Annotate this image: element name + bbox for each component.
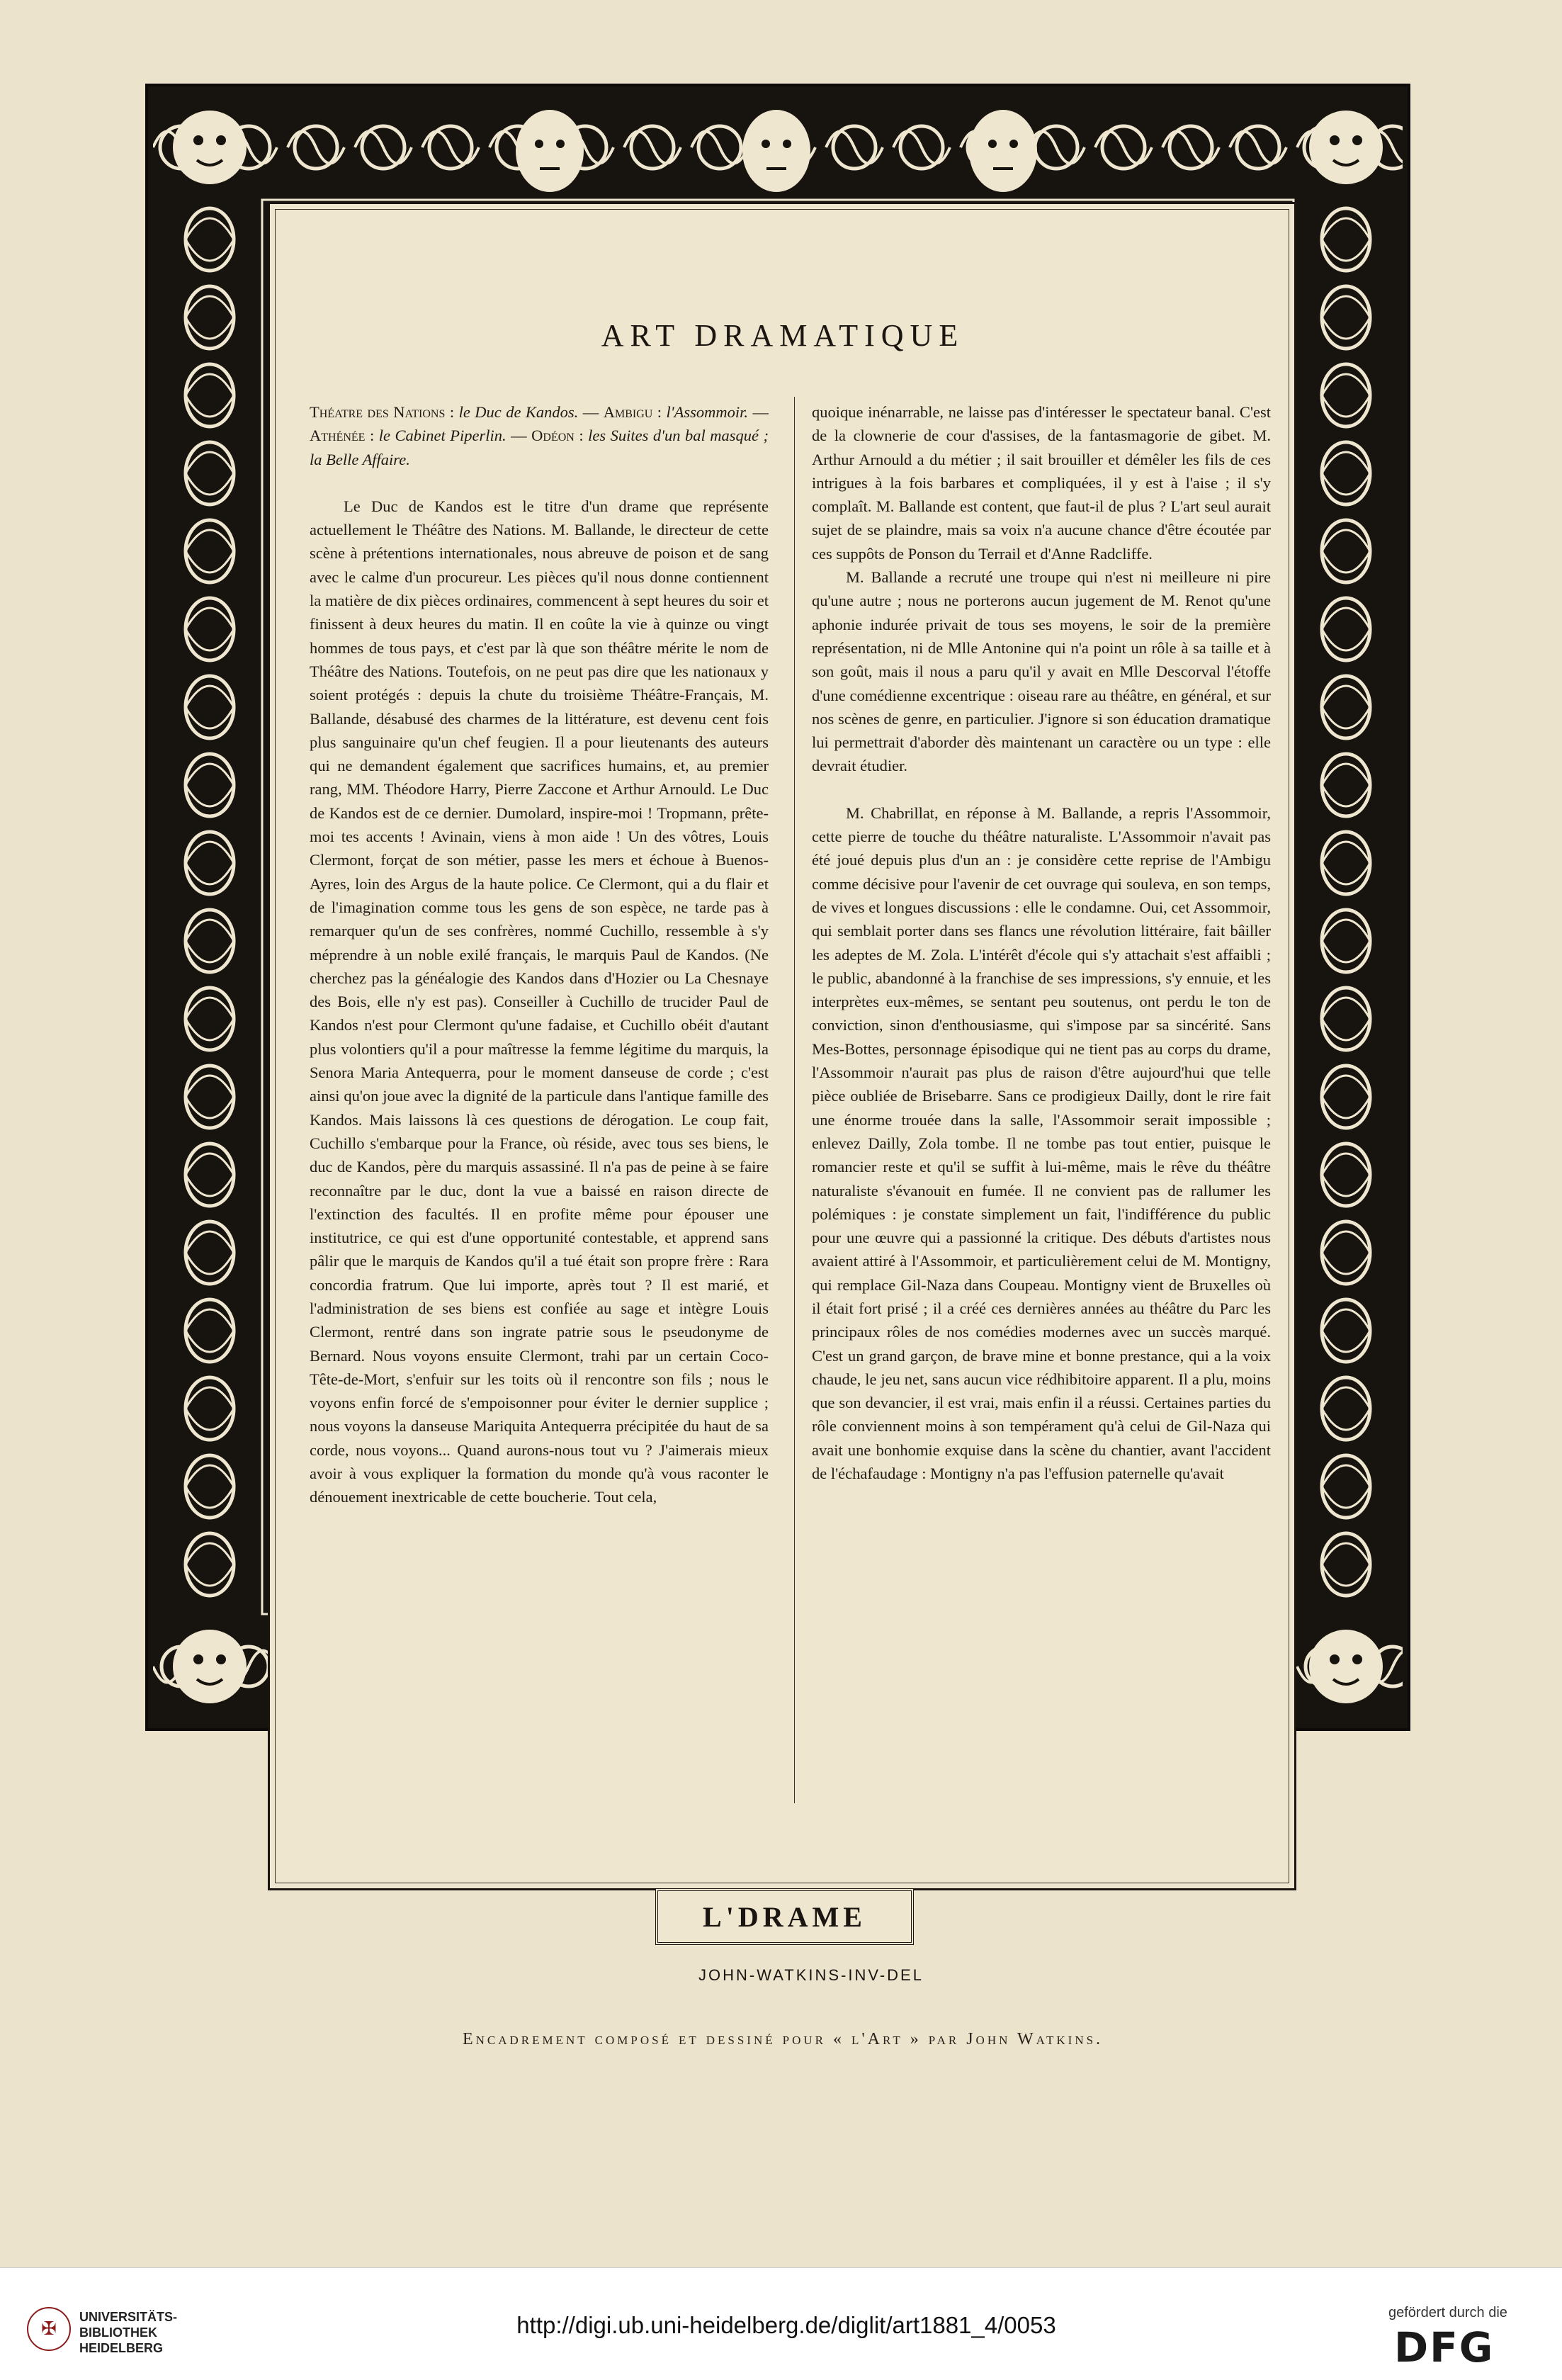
heading-part: : [445,403,459,421]
frame-ornament [535,140,543,148]
frame-ornament [1009,140,1018,148]
body-paragraph: quoique inénarrable, ne laisse pas d'intéresser le spectateur banal. C'est de la clownerie de cour d'assises, de la fantasmagorie de gibet. M. Arthur Arnould a du métier ; il sait brouiller et démêler les fils de ces intrigues à la fois barbares et compliquées, il y est à l'aise ; il s'y complaît. M. Ballande est content, que faut-il de plus ? L'art seul aurait sujet de se plaindre, mais sa voix n'a aucune chance d'être écoutée par ces suppôts de Ponson du Terrail et d'Anne Radcliffe. [812,403,1271,563]
university-name-line: UNIVERSITÄTS- [79,2310,178,2324]
engraver-signature: JOHN-WATKINS-INV-DEL [698,1966,924,1984]
heading-part: Athénée [310,427,366,445]
university-name[interactable] [79,2309,177,2356]
body-paragraph: Le Duc de Kandos est le titre d'un drame que représente actuellement le Théâtre des Nations. M. Ballande, le directeur de cette scène à prétentions internationales, nous abreuve de poison et de sang avec le calme d'un procureur. Les pièces qu'il nous donne contiennent la matière de dix pièces ordinaires, commencent à sept heures du soir et finissent à deux heures du matin. Il en coûte la vie à quinze ou vingt hommes de tous pays, et c'est par là que son théâtre mérite le nom de Théâtre des Nations. Toutefois, on ne peut pas dire que les nationaux y soient protégés : depuis la chute du troisième Théâtre-Français, M. Ballande, désabusé des charmes de la littérature, est devenu cent fois plus sanguinaire qu'un chef feugien. Il a pour lieutenants des auteurs qui ne demandent également que sacrifices humains, et, au premier rang, MM. Théodore Harry, Pierre Zaccone et Arthur Arnould. Le Duc de Kandos est de ce dernier. Dumolard, inspire-moi ! Tropmann, prête-moi tes accents ! Avinain, viens à mon aide ! Un des vôtres, Louis Clermont, forçat de son métier, passe les mers et échoue à Buenos-Ayres, loin des Argus de la haute police. Ce Clermont, qui a du flair et de l'imagination comme tous les gens de son espèce, ne tarde pas à remarquer qu'un de ses confrères, nommé Cuchillo, ressemble à s'y méprendre à un noble exilé français, le marquis Paul de Kandos. (Ne cherchez pas la généalogie des Kandos dans d'Hozier ou La Chesnaye des Bois, elle n'y est pas). Conseiller à Cuchillo de trucider Paul de Kandos n'est pour Clermont qu'une fadaise, et Cuchillo obéit d'autant plus volontiers qu'il a pour maîtresse la femme légitime du marquis, la Senora Maria Antequerra, pour le moment danseuse de corde ; c'est ainsi qu'on joue avec la dignité de la particule dans l'antique famille des Kandos. Mais laissons là ces questions de dérogation. Le coup fait, Cuchillo s'embarque pour la France, où réside, avec tous ses biens, le duc de Kandos, père du marquis assassiné. Il n'a pas de peine à se faire reconnaître par le duc, dont la vue a baissé en raison directe de l'extinction des facultés. Il en profite même pour épouser une institutrice, ce qui est d'une opportunité contestable, et apprend sans pâlir que le marquis de Kandos qu'il a tué était son propre frère : Rara concordia fratrum. Que lui importe, après tout ? Il est marié, et l'administration de ses biens est confiée au sage et intègre Louis Clermont, rentré dans son ingrate patrie sous le pseudonyme de Bernard. Nous voyons ensuite Clermont, trahi par un certain Coco-Tête-de-Mort, s'enfuir sur les toits où il rencontre son fils ; nous le voyons enfin forcé de s'empoisonner pour éviter le dernier supplice ; nous voyons la danseuse Mariquita Antequerra précipitée du haut de sa corde, nous voyons... Quand aurons-nous tout vu ? J'aimerais mieux avoir à vous expliquer la formation du monde qu'à vous raconter le dénouement inextricable de cette boucherie. Tout cela, [310,497,769,1506]
plaque-text: L'DRAME [703,1900,866,1933]
university-seal-icon[interactable]: ✠ [27,2307,71,2351]
body-paragraph: M. Chabrillat, en réponse à M. Ballande, a repris l'Assommoir, cette pierre de touche du théâtre naturaliste. L'Assommoir n'avait pas été joué depuis plus d'un an : je considère cette reprise de l'Ambigu comme décisive pour l'avenir de cet ouvrage qui souleva, en son temps, de vives et longues discussions : elle le condamne. Oui, cet Assommoir, qui semblait porter dans ses flancs une révolution littéraire, fait bâiller les adeptes de M. Zola. L'intérêt d'école qui s'y attachait s'est affaibli ; le public, abandonné à la franchise de ses impressions, s'y ennuie, et les interprètes eux-mêmes, se sentant peu soutenus, ont perdu le ton de conviction, sinon d'enthousiasme, qui s'impose par sa sincérité. Sans Mes-Bottes, personnage épisodique qui ne tient pas au corps du drame, l'Assommoir n'aurait pas plus de raison d'être aujourd'hui que telle pièce oubliée de Brisebarre. Sans ce prodigieux Dailly, dont le rire fait une énorme trouée dans la salle, l'Assommoir serait impossible ; enlevez Dailly, Zola tombe. Il ne tombe pas tout entier, puisque le romancier reste et qu'il se suffit à lui-même, mais le rêve du théâtre naturaliste s'évanouit en fumée. Il ne convient pas de rallumer les polémiques : je constate simplement un fait, l'indifférence du public pour une œuvre qui a passionné la critique. Des débuts d'artistes nous avaient attiré à l'Assommoir, et particulièrement celui de M. Montigny, qui remplace Gil-Naza dans Coupeau. Montigny vient de Bruxelles où il était fort prisé ; il a créé ces dernières années au théâtre du Parc les principaux rôles de nos comédies modernes avec un succès marqué. C'est un grand garçon, de brave mine et bonne prestance, qui a la voix chaude, le jeu net, sans aucun vice rédhibitoire apparent. Il a plu, moins que son devancier, il est vrai, mais enfin il a réussi. Certaines parties du rôle conviennent moins à son tempérament qu'à celui de Gil-Naza qui avait une bonhomie exquise dans la scène du chantier, avant l'accident de l'échafaudage : Montigny n'a pas l'effusion paternelle qu'avait [812,803,1271,1483]
frame-ornament [173,111,247,184]
frame-ornament [988,140,997,148]
heading-part: le Cabinet Piperlin. [378,427,506,445]
heading-part: les Suites d'un bal masqué ; la Belle Affaire. [310,427,769,468]
heading-part: — [506,427,532,445]
frame-ornament [1309,111,1383,184]
frame-ornament [742,110,810,192]
heading-part: Ambigu [603,403,653,421]
frame-ornament [783,140,791,148]
frame-ornament [762,140,770,148]
university-name-line: HEIDELBERG [79,2341,164,2355]
frame-ornament [1330,1654,1340,1664]
sponsor-label: gefördert durch die [1388,2305,1507,2320]
frame-ornament [1330,135,1340,145]
frame-ornament [1352,135,1362,145]
heading-part: — [578,403,604,421]
frame-caption: Encadrement composé et dessiné pour « l'Art » par John Watkins. [462,2030,1104,2048]
heading-part: — [748,403,769,421]
frame-ornament [173,1630,247,1703]
article-title: ART DRAMATIQUE [601,318,965,353]
frame-ornament [193,135,203,145]
permalink-url[interactable]: http://digi.ub.uni-heidelberg.de/diglit/art1881_4/0053 [516,2312,1056,2338]
heading-part: Théatre des Nations [310,403,446,421]
heading-part: : [365,427,379,445]
frame-ornament [1309,1630,1383,1703]
heading-part: : [574,427,589,445]
right-column [812,400,1271,1485]
frame-ornament [556,140,565,148]
frame-ornament [969,110,1037,192]
section-heading [310,400,769,471]
heading-part: l'Assommoir. [666,403,748,421]
frame-ornament [216,1654,226,1664]
dfg-logo[interactable]: DFG [1394,2323,1495,2371]
digitization-footer [0,2267,1562,2380]
frame-ornament [1352,1654,1362,1664]
column-divider [794,397,795,1803]
frame-ornament [193,1654,203,1664]
left-column [310,400,769,1509]
frame-plaque [655,1888,914,1945]
heading-part: le Duc de Kandos. [458,403,579,421]
heading-part: : [652,403,667,421]
body-paragraph: M. Ballande a recruté une troupe qui n'est ni meilleure ni pire qu'une autre ; nous ne porterons aucun jugement de M. Renot qu'une aphonie indurée privait de tous ses moyens, le soir de la première représentation, ni de Mlle Antonine qui n'a point un rôle à sa taille et à son goût, mais il nous a paru qu'il y avait en Mlle Descorval l'étoffe d'une comédienne excentrique : oiseau rare au théâtre, en général, et sur nos scènes de genre, en particulier. J'ignore si son éducation dramatique lui permettrait d'aborder dès maintenant un caractère ou un type : elle devrait étudier. [812,568,1271,775]
heading-part: Odéon [531,427,575,445]
frame-ornament [216,135,226,145]
frame-ornament [516,110,584,192]
university-name-line: BIBLIOTHEK [79,2325,157,2340]
